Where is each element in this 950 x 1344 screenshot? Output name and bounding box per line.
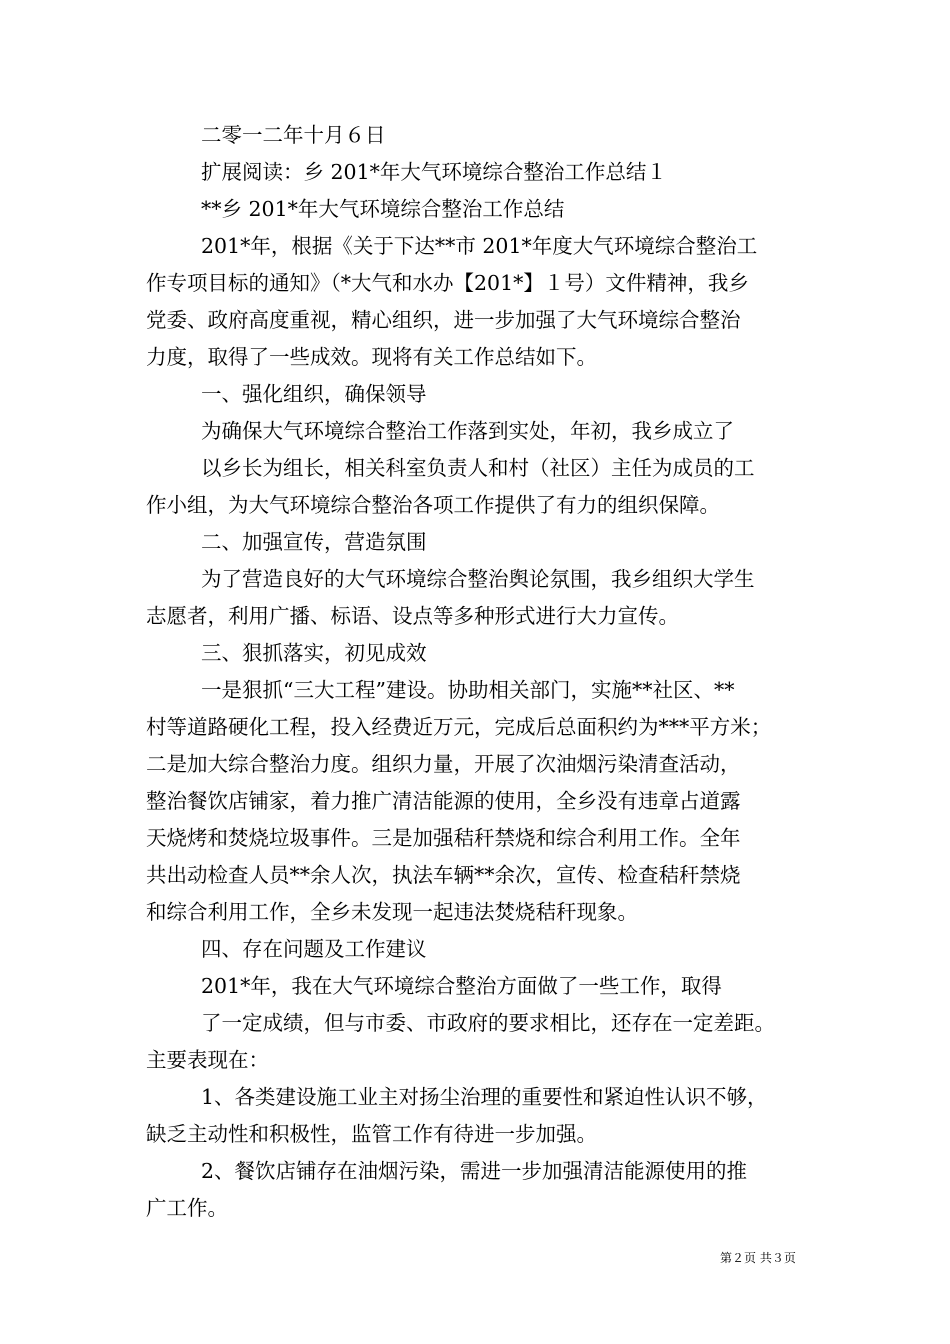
text-line: 主要表现在： [146,1048,269,1072]
section-heading: 一、强化组织，确保领导 [201,382,427,406]
text-line: 一是狠抓“三大工程”建设。协助相关部门，实施**社区、** [201,678,735,702]
text-line: 广工作。 [146,1196,228,1220]
text-line: 1、各类建设施工业主对扬尘治理的重要性和紧迫性认识不够， [201,1085,768,1109]
section-heading: 三、狠抓落实，初见成效 [201,641,427,665]
text-line: 力度，取得了一些成效。现将有关工作总结如下。 [146,345,597,369]
text-line: 201*年，根据《关于下达**市 201*年度大气环境综合整治工 [201,234,758,258]
text-line: 扩展阅读：乡 201*年大气环境综合整治工作总结１ [201,160,667,184]
text-line: 村等道路硬化工程，投入经费近万元，完成后总面积约为***平方米； [146,715,772,739]
text-line: 志愿者，利用广播、标语、设点等多种形式进行大力宣传。 [146,604,679,628]
text-line: 了一定成绩，但与市委、市政府的要求相比，还存在一定差距。 [201,1011,775,1035]
text-line: 二是加大综合整治力度。组织力量，开展了次油烟污染清查活动， [146,752,741,776]
text-line: 为了营造良好的大气环境综合整治舆论氛围，我乡组织大学生 [201,567,755,591]
text-line: 2、餐饮店铺存在油烟污染，需进一步加强清洁能源使用的推 [201,1159,748,1183]
page-number: 第２页 共３页 [720,1251,796,1265]
text-line: 以乡长为组长，相关科室负责人和村（社区）主任为成员的工 [201,456,755,480]
text-line: 二零一二年十月６日 [201,123,386,147]
text-line: 整治餐饮店铺家，着力推广清洁能源的使用，全乡没有违章占道露 [146,789,741,813]
text-line: 为确保大气环境综合整治工作落到实处，年初，我乡成立了 [201,419,734,443]
section-heading: 四、存在问题及工作建议 [201,937,427,961]
text-line: 共出动检查人员**余人次，执法车辆**余次，宣传、检查秸秆禁烧 [146,863,741,887]
text-line: 201*年，我在大气环境综合整治方面做了一些工作，取得 [201,974,722,998]
text-line: 党委、政府高度重视，精心组织，进一步加强了大气环境综合整治 [146,308,741,332]
text-line: 天烧烤和焚烧垃圾事件。三是加强秸秆禁烧和综合利用工作。全年 [146,826,741,850]
section-heading: 二、加强宣传，营造氛围 [201,530,427,554]
text-line: **乡 201*年大气环境综合整治工作总结 [201,197,565,221]
text-line: 作小组，为大气环境综合整治各项工作提供了有力的组织保障。 [146,493,720,517]
text-line: 缺乏主动性和积极性，监管工作有待进一步加强。 [146,1122,597,1146]
text-line: 作专项目标的通知》（*大气和水办【201*】１号）文件精神，我乡 [146,271,749,295]
text-line: 和综合利用工作，全乡未发现一起违法焚烧秸秆现象。 [146,900,638,924]
